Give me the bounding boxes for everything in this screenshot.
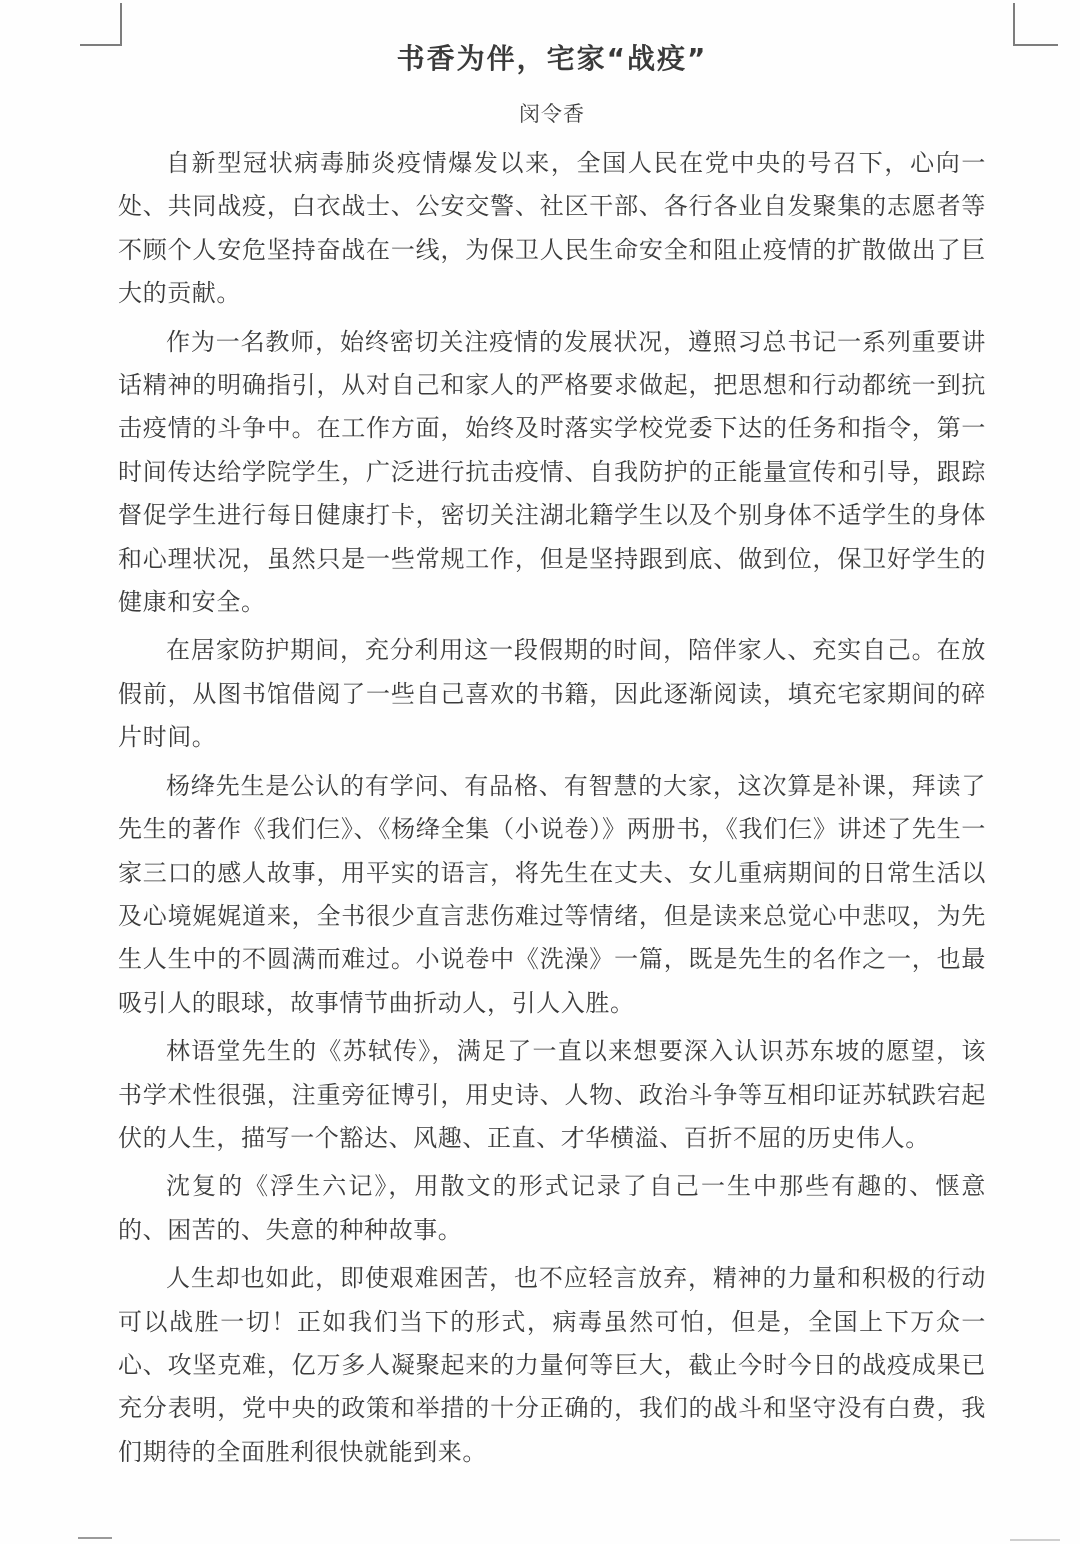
text-boundary-corner-top-left-icon — [80, 3, 122, 46]
paragraph-4: 杨绛先生是公认的有学问、有品格、有智慧的大家，这次算是补课，拜读了先生的著作《我们仨》、《杨绛全集（小说卷）》两册书，《我们仨》讲述了先生一家三口的感人故事，用平实的语言，将先生在丈夫、女儿重病期间的日常生活以及心境娓娓道来，全书很少直言悲伤难过等情绪，但是读来总觉心中悲叹，为先生人生中的不圆满而难过。小说卷中《洗澡》一篇，既是先生的名作之一，也最吸引人的眼球，故事情节曲折动人，引人入胜。 — [118, 771, 986, 1017]
document-title: 书香为伴，宅家“战疫” — [396, 42, 708, 75]
text-boundary-corner-bottom-right-icon — [1010, 1539, 1060, 1544]
text-boundary-corner-bottom-left-icon — [78, 1537, 112, 1544]
paragraph-3: 在居家防护期间，充分利用这一段假期的时间，陪伴家人、充实自己。在放假前，从图书馆借阅了一些自己喜欢的书籍，因此逐渐阅读，填充宅家期间的碎片时间。 — [118, 636, 986, 752]
paragraph-1: 自新型冠状病毒肺炎疫情爆发以来，全国人民在党中央的号召下，心向一处、共同战疫，白衣战士、公安交警、社区干部、各行各业自发聚集的志愿者等不顾个人安危坚持奋战在一线，为保卫人民生命安全和阻止疫情的扩散做出了巨大的贡献。 — [118, 149, 986, 308]
document-author: 闵令香 — [519, 102, 585, 126]
document-body — [118, 142, 986, 1474]
document-content — [118, 42, 986, 1479]
paragraph-6: 沈复的《浮生六记》，用散文的形式记录了自己一生中那些有趣的、惬意的、困苦的、失意的种种故事。 — [118, 1172, 986, 1244]
paragraph-2: 作为一名教师，始终密切关注疫情的发展状况，遵照习总书记一系列重要讲话精神的明确指引，从对自己和家人的严格要求做起，把思想和行动都统一到抗击疫情的斗争中。在工作方面，始终及时落实学校党委下达的任务和指令，第一时间传达给学院学生，广泛进行抗击疫情、自我防护的正能量宣传和引导，跟踪督促学生进行每日健康打卡，密切关注湖北籍学生以及个别身体不适学生的身体和心理状况，虽然只是一些常规工作，但是坚持跟到底、做到位，保卫好学生的健康和安全。 — [118, 327, 986, 617]
paragraph-5: 林语堂先生的《苏轼传》，满足了一直以来想要深入认识苏东坡的愿望，该书学术性很强，注重旁征博引，用史诗、人物、政治斗争等互相印证苏轼跌宕起伏的人生，描写一个豁达、风趣、正直、才华横溢、百折不屈的历史伟人。 — [118, 1037, 986, 1152]
paragraph-7: 人生却也如此，即使艰难困苦，也不应轻言放弃，精神的力量和积极的行动可以战胜一切！正如我们当下的形式，病毒虽然可怕，但是，全国上下万众一心、攻坚克难，亿万多人凝聚起来的力量何等巨大，截止今时今日的战疫成果已充分表明，党中央的政策和举措的十分正确的，我们的战斗和坚守没有白费，我们期待的全面胜利很快就能到来。 — [118, 1264, 986, 1466]
text-boundary-corner-top-right-icon — [1013, 3, 1058, 46]
